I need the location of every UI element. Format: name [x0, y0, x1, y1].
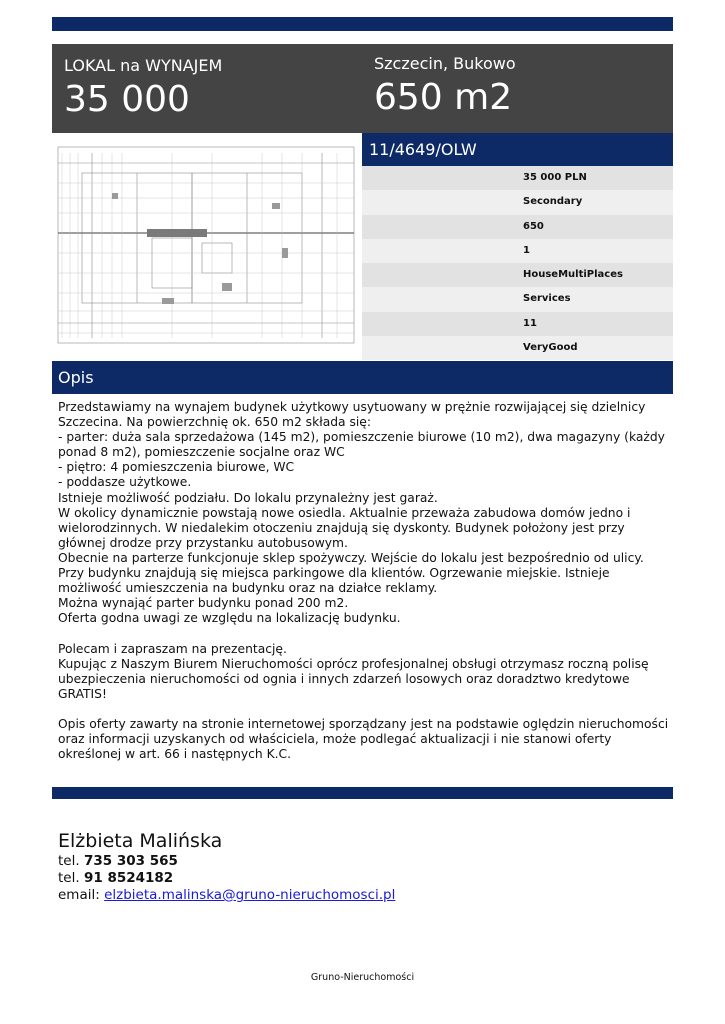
property-rooms: 11 [362, 312, 673, 336]
property-table [362, 166, 673, 360]
phone-number-2[interactable]: 91 8524182 [83, 870, 174, 886]
agent-name: Elżbieta Malińska [58, 830, 223, 852]
property-condition: VeryGood [362, 336, 673, 360]
offer-price: 35 000 [64, 79, 190, 120]
offer-area: 650 m2 [374, 77, 513, 118]
header-right [374, 54, 516, 120]
property-building-type: HouseMultiPlaces [362, 263, 673, 287]
property-price: 35 000 PLN [362, 166, 673, 190]
bottom-bar [52, 787, 673, 799]
header-left [64, 56, 222, 122]
description-text: Przedstawiamy na wynajem budynek użytkowy usytuowany w prężnie rozwijającej się dzielnicy Szczecina. Na powierzchnię ok. 650 m2 składa się: - parter: duża sala sprzedażowa (145 m2), pomieszczenie biurowe (10 m2), dwa magazyny (każdy ponad 8 m2), pomieszczenie socjalne oraz WC - piętro: 4 pomieszczenia biurowe, WC - poddasze użytkowe. Istnieje możliwość podziału. Do lokalu przynależny jest garaż. W okolicy dynamicznie powstają nowe osiedla. Aktualnie przeważa zabudowa domów jedno i wielorodzinnych. W niedalekim otoczeniu znajdują się dyskonty. Budynek położony jest przy głównej drodze przy przystanku autobusowym. Obecnie na parterze funkcjonuje sklep spożywczy. Wejście do lokalu jest bezpośrednio od ulicy. Przy budynku znajdują się miejsca parkingowe dla klientów. Ogrzewanie miejskie. Istnieje możliwość umieszczenia na budynku oraz na działce reklamy. Można wynająć parter budynku ponad 200 m2. Oferta godna uwagi ze względu na lokalizację budynku. Polecam i zapraszam na prezentację. Kupując z Naszym Biurem Nieruchomości oprócz profesjonalnej obsługi otrzymasz roczną polisę ubezpieczenia nieruchomości od ognia i innych zdarzeń losowych oraz doradztwo kredytowe GRATIS! Opis oferty zawarty na stronie internetowej sporządzany jest na podstawie oględzin nieruchomości oraz informacji uzyskanych od właściciela, może podlegać aktualizacji i nie stanowi oferty określonej w art. 66 i następnych K.C. [58, 400, 669, 762]
tel-label: tel. [58, 853, 80, 869]
description-heading: Opis [52, 361, 673, 394]
offer-location: Szczecin, Bukowo [374, 54, 516, 73]
offer-type: LOKAL na WYNAJEM [64, 56, 223, 75]
top-bar [52, 17, 673, 31]
property-floors: 1 [362, 239, 673, 263]
property-market: Secondary [362, 190, 673, 214]
floor-plan-image [52, 133, 362, 361]
offer-header [52, 44, 673, 133]
email-line [58, 887, 395, 904]
offer-reference: 11/4649/OLW [362, 133, 673, 166]
property-area: 650 [362, 215, 673, 239]
phone-number-1[interactable]: 735 303 565 [83, 853, 178, 869]
phone-line-1 [58, 853, 395, 870]
email-label: email: [58, 887, 100, 903]
agent-contact [58, 830, 395, 904]
property-purpose: Services [362, 287, 673, 311]
tel-label: tel. [58, 870, 80, 886]
email-link[interactable]: elzbieta.malinska@gruno-nieruchomosci.pl [104, 887, 396, 903]
phone-line-2 [58, 870, 395, 887]
footer-brand: Gruno-Nieruchomości [310, 972, 415, 983]
